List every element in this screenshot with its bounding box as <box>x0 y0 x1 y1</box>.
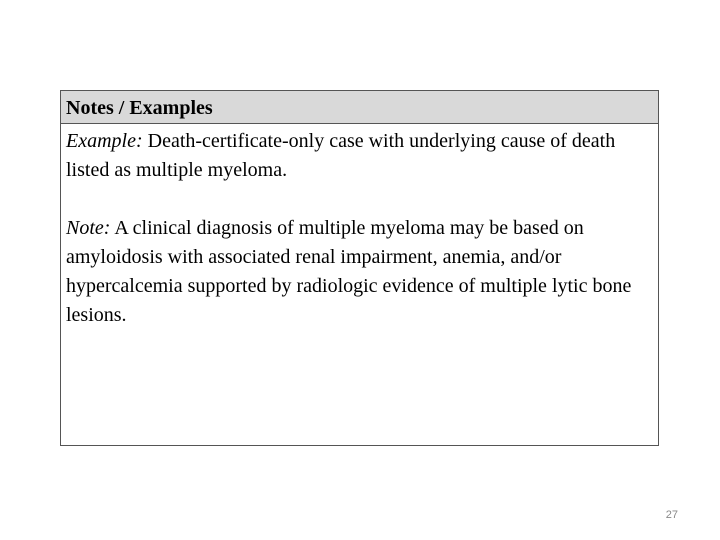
example-text: Death-certificate-only case with underlying cause of death listed as multiple myeloma. <box>66 130 616 181</box>
page-number: 27 <box>665 509 678 521</box>
note-lead: Note: <box>66 217 111 239</box>
example-paragraph <box>66 127 650 185</box>
notes-examples-box <box>60 90 659 446</box>
example-lead: Example: <box>66 130 143 152</box>
notes-body <box>61 124 658 330</box>
note-text: A clinical diagnosis of multiple myeloma may be based on amyloidosis with associated renal impairment, anemia, and/or hypercalcemia supported by radiologic evidence of multiple lytic bone lesions. <box>66 217 632 326</box>
notes-header: Notes / Examples <box>61 91 658 124</box>
note-paragraph <box>66 214 650 330</box>
